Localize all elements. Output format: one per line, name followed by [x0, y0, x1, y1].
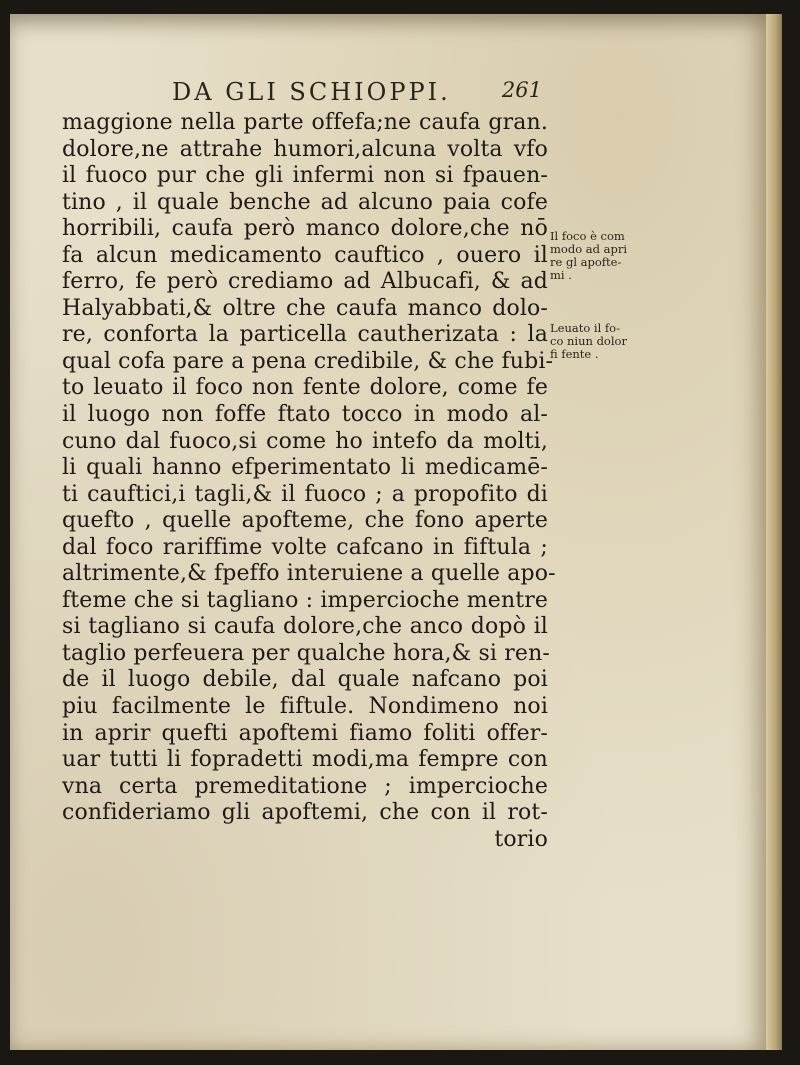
- text-line: li quali hanno efperimentato li medicamē-: [62, 455, 548, 481]
- body-text: [62, 110, 556, 853]
- text-line: Halyabbati,& oltre che caufa manco dolo-: [62, 295, 548, 321]
- text-line: fteme che si tagliano : impercioche mentre: [62, 587, 549, 613]
- margin-notes: [550, 230, 650, 401]
- margin-note-line: co niun dolor: [550, 334, 627, 348]
- text-line: de il luogo debile, dal quale nafcano poi: [62, 667, 548, 693]
- text-line: ferro, fe però crediamo ad Albucafi, & ad: [62, 269, 548, 295]
- text-line: il fuoco pur che gli infermi non si fpauen-: [62, 163, 548, 189]
- text-line: in aprir quefti apoftemi fiamo foliti offer-: [62, 720, 548, 746]
- text-line: dolore,ne attrahe humori,alcuna volta vfo: [62, 136, 548, 162]
- page-edge: [766, 14, 782, 1050]
- text-line: ti cauftici,i tagli,& il fuoco ; a propofito di: [62, 481, 548, 507]
- text-line: quefto , quelle apofteme, che fono aperte: [62, 508, 548, 534]
- text-line: confideriamo gli apoftemi, che con il rot-: [62, 800, 548, 826]
- text-line: cuno dal fuoco,si come ho intefo da molti,: [62, 428, 548, 454]
- running-head: DA GLI SCHIOPPI.: [172, 78, 451, 106]
- text-line: tino , il quale benche ad alcuno paia cofe: [62, 189, 548, 215]
- text-line: fa alcun medicamento cauftico , ouero il: [62, 242, 548, 268]
- text-line: uar tutti li fopradetti modi,ma fempre con: [62, 747, 548, 773]
- text-line: si tagliano si caufa dolore,che anco dopò il: [62, 614, 548, 640]
- text-line: il luogo non foffe ftato tocco in modo al-: [62, 402, 548, 428]
- text-line: horribili, caufa però manco dolore,che nō: [62, 216, 548, 242]
- margin-note-line: fi fente .: [550, 347, 599, 361]
- text-line: vna certa premeditatione ; impercioche: [62, 773, 548, 799]
- page-header: [172, 78, 542, 108]
- text-line: dal foco rariffime volte cafcano in fiftula ;: [62, 534, 548, 560]
- margin-note: [550, 230, 650, 282]
- text-line: maggione nella parte offefa;ne caufa gran.: [62, 110, 548, 135]
- margin-note-line: Il foco è com: [550, 229, 625, 243]
- margin-note: [550, 322, 650, 361]
- margin-note-line: modo ad apri: [550, 242, 628, 256]
- text-line: altrimente,& fpeffo interuiene a quelle apo-: [62, 561, 556, 587]
- text-line: to leuato il foco non fente dolore, come fe: [62, 375, 548, 401]
- text-line: taglio perfeuera per qualche hora,& si ren-: [62, 640, 550, 666]
- text-line: re, conforta la particella cautherizata : la: [62, 322, 548, 348]
- text-line: qual cofa pare a pena credibile, & che fubi-: [62, 348, 554, 374]
- text-line: torio: [494, 826, 548, 852]
- margin-note-line: Leuato il fo-: [550, 321, 620, 335]
- page-number: 261: [501, 78, 542, 102]
- text-line: piu facilmente le fiftule. Nondimeno noi: [62, 694, 548, 720]
- margin-note-line: re gl apofte-: [550, 255, 622, 269]
- margin-note-line: mi .: [550, 268, 572, 282]
